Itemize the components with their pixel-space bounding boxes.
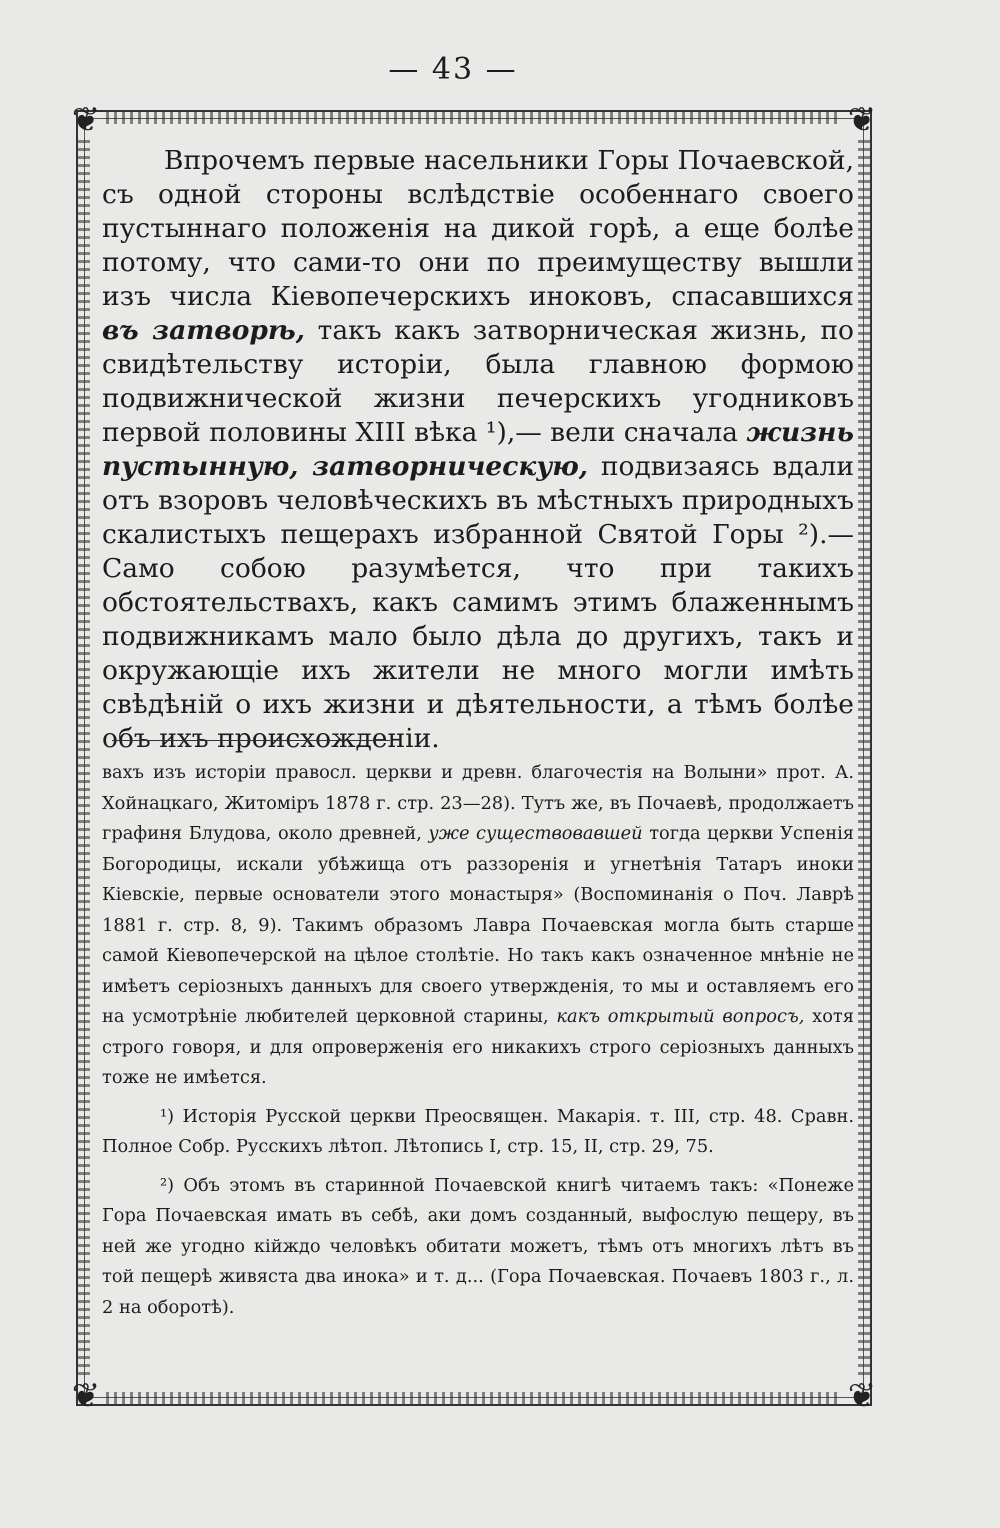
body-text: такъ какъ затворническая жизнь, по свидѣтельству исторіи, была главною формою подвижнической жизни печерскихъ угодниковъ первой половины XIII вѣка ¹),— вели сначала bbox=[102, 315, 854, 448]
footnote-emphasis: какъ открытый вопросъ, bbox=[556, 1006, 805, 1027]
body-text: Впрочемъ первые насельники Горы Почаевской, съ одной стороны вслѣдствіе особеннаго своего пустыннаго положенія на дикой горѣ, а еще болѣе потому, что сами-то они по преимуществу вышли изъ числа Кіевопечерскихъ иноковъ, спасавшихся bbox=[102, 145, 854, 312]
footnote-text: вахъ изъ исторіи правосл. церкви и древн. благочестія на Волыни» прот. А. Хойнацкаго, Житоміръ 1878 г. стр. 23—28). Тутъ же, въ Почаевѣ, продолжаетъ графиня Блудова, около древней, bbox=[102, 762, 854, 844]
footnote-text: хотя строго говоря, и для опроверженія его никакихъ строго серіозныхъ данныхъ тоже не имѣется. bbox=[102, 1006, 854, 1088]
border-ornament-right bbox=[858, 140, 870, 1376]
corner-ornament-icon: ❦ bbox=[847, 1376, 877, 1416]
page-number: — 43 — bbox=[388, 52, 518, 87]
border-ornament-bottom bbox=[106, 1392, 842, 1404]
corner-ornament-icon: ❦ bbox=[71, 1376, 101, 1416]
footnote-continuation bbox=[102, 758, 854, 1094]
border-ornament-left bbox=[78, 140, 90, 1376]
border-ornament-top bbox=[106, 112, 842, 124]
footnote-1: ¹) Исторія Русской церкви Преосвящен. Макарія. т. III, стр. 48. Сравн. Полное Собр. Русскихъ лѣтоп. Лѣтопись I, стр. 15, II, стр. 29, 75. bbox=[102, 1105, 854, 1157]
corner-ornament-icon: ❦ bbox=[71, 100, 101, 140]
footnote-text: тогда церкви Успенія Богородицы, искали убѣжища отъ раззоренія и угнетѣнія Татаръ иноки Кіевскіе, первые основатели этого монастыря» (Воспоминанія о Поч. Лаврѣ 1881 г. стр. 8, 9). Такимъ образомъ Лавра Почаевская могла быть старше самой Кіевопечерской на цѣлое столѣтіе. Но такъ какъ означенное мнѣніе не имѣетъ серіозныхъ данныхъ для своего утвержденія, то мы и оставляемъ его на усмотрѣніе любителей церковной старины, bbox=[102, 823, 854, 1027]
body-emphasis: жизнь пустынную, затворническую, bbox=[102, 417, 854, 482]
body-paragraph bbox=[102, 144, 854, 756]
corner-ornament-icon: ❦ bbox=[847, 100, 877, 140]
body-text: подвизаясь вдали отъ взоровъ человѣческихъ въ мѣстныхъ природныхъ скалистыхъ пещерахъ избранной Святой Горы ²).—Само собою разумѣется, что при такихъ обстоятельствахъ, какъ самимъ этимъ блаженнымъ подвижникамъ мало было дѣла до другихъ, такъ и окружающіе ихъ жители не много могли имѣть свѣдѣній о ихъ жизни и дѣятельности, а тѣмъ болѣе объ ихъ происхожденіи. bbox=[102, 451, 854, 754]
footnote-separator bbox=[112, 740, 390, 741]
footnote-emphasis: уже существовавшей bbox=[428, 823, 643, 844]
footnote-2: ²) Объ этомъ въ старинной Почаевской книгѣ читаемъ такъ: «Понеже Гора Почаевская имать въ себѣ, аки домъ созданный, выфослую пещеру, въ ней же угодно кійждо человѣкъ обитати можетъ, тѣмъ отъ многихъ лѣтъ въ той пещерѣ живяста два инока» и т. д... (Гора Почаевская. Почаевъ 1803 г., л. 2 на оборотѣ). bbox=[102, 1174, 854, 1318]
body-emphasis: въ затворѣ, bbox=[102, 315, 305, 346]
footnotes bbox=[102, 758, 854, 1331]
main-paragraph bbox=[102, 144, 854, 756]
